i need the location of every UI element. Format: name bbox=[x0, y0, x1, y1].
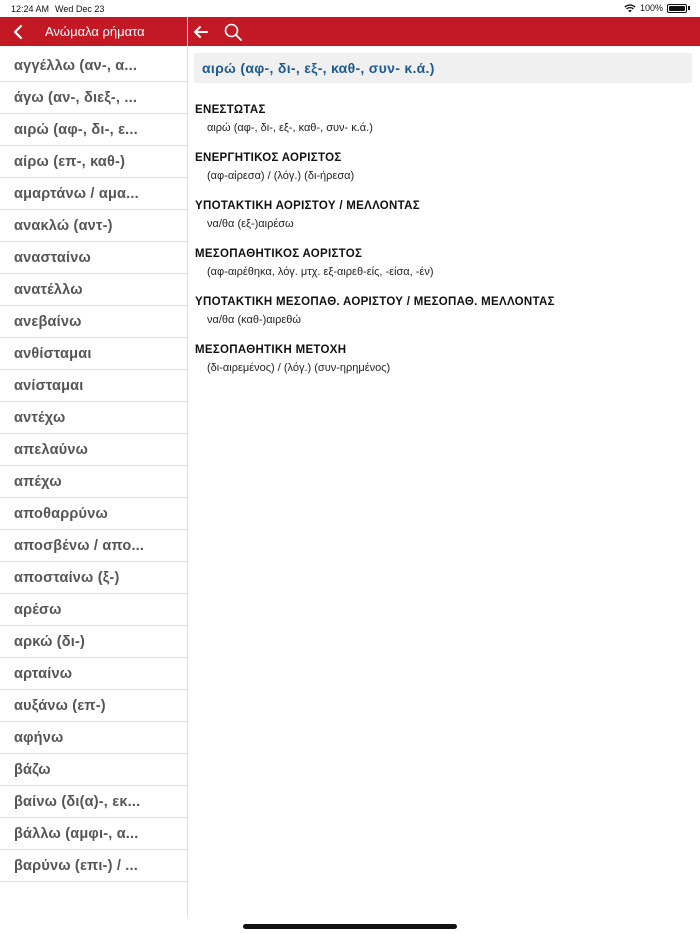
list-item[interactable]: αφήνω bbox=[0, 722, 187, 754]
pane-divider bbox=[187, 17, 188, 917]
home-indicator[interactable] bbox=[243, 924, 457, 929]
back-arrow-icon[interactable] bbox=[192, 23, 210, 41]
section-value: να/θα (εξ-)αιρέσω bbox=[207, 218, 294, 230]
list-item[interactable]: βαίνω (δι(α)-, εκ... bbox=[0, 786, 187, 818]
back-arrow-icon[interactable] bbox=[10, 23, 28, 41]
section-value: (δι-αιρεμένος) / (λόγ.) (συν-ηρημένος) bbox=[207, 362, 391, 374]
status-time: 12:24 AM bbox=[11, 4, 50, 14]
list-item[interactable]: ανασταίνω bbox=[0, 242, 187, 274]
list-item[interactable]: ανεβαίνω bbox=[0, 306, 187, 338]
section-value: αιρώ (αφ-, δι-, εξ-, καθ-, συν- κ.ά.) bbox=[207, 122, 373, 134]
list-item[interactable]: ανατέλλω bbox=[0, 274, 187, 306]
section-label: ΕΝΕΡΓΗΤΙΚΟΣ ΑΟΡΙΣΤΟΣ bbox=[195, 152, 342, 164]
verb-detail bbox=[194, 53, 692, 374]
conjugation-section bbox=[195, 344, 692, 374]
conjugation-section bbox=[195, 200, 692, 230]
battery-icon bbox=[667, 4, 687, 13]
top-nav-bar bbox=[0, 17, 700, 46]
list-item[interactable]: αποθαρρύνω bbox=[0, 498, 187, 530]
list-item[interactable]: αρέσω bbox=[0, 594, 187, 626]
list-item[interactable]: αποσβένω / απο... bbox=[0, 530, 187, 562]
wifi-icon bbox=[624, 4, 636, 13]
verb-title: αιρώ (αφ-, δι-, εξ-, καθ-, συν- κ.ά.) bbox=[194, 53, 692, 83]
list-item[interactable]: ανθίσταμαι bbox=[0, 338, 187, 370]
list-item[interactable]: αυξάνω (επ-) bbox=[0, 690, 187, 722]
section-label: ΥΠΟΤΑΚΤΙΚΗ ΜΕΣΟΠΑΘ. ΑΟΡΙΣΤΟΥ / ΜΕΣΟΠΑΘ. ΜΕΛΛΟΝΤΑΣ bbox=[195, 296, 555, 308]
status-right bbox=[624, 3, 690, 13]
nav-title: Ανώμαλα ρήματα bbox=[45, 24, 145, 39]
search-icon[interactable] bbox=[223, 22, 243, 42]
list-item[interactable]: βάζω bbox=[0, 754, 187, 786]
section-label: ΜΕΣΟΠΑΘΗΤΙΚΗ ΜΕΤΟΧΗ bbox=[195, 344, 347, 356]
status-date: Wed Dec 23 bbox=[55, 4, 105, 14]
list-item[interactable]: αιρώ (αφ-, δι-, ε... bbox=[0, 114, 187, 146]
list-item[interactable]: απελαύνω bbox=[0, 434, 187, 466]
list-item[interactable]: αρκώ (δι-) bbox=[0, 626, 187, 658]
list-item[interactable]: αρταίνω bbox=[0, 658, 187, 690]
section-label: ΜΕΣΟΠΑΘΗΤΙΚΟΣ ΑΟΡΙΣΤΟΣ bbox=[195, 248, 363, 260]
list-item[interactable]: βάλλω (αμφι-, α... bbox=[0, 818, 187, 850]
list-item[interactable]: αγγέλλω (αν-, α... bbox=[0, 50, 187, 82]
list-item[interactable]: άγω (αν-, διεξ-, ... bbox=[0, 82, 187, 114]
status-bar bbox=[0, 0, 700, 16]
list-item[interactable]: απέχω bbox=[0, 466, 187, 498]
list-item[interactable]: αίρω (επ-, καθ-) bbox=[0, 146, 187, 178]
list-item[interactable]: ανακλώ (αντ-) bbox=[0, 210, 187, 242]
section-value: να/θα (καθ-)αιρεθώ bbox=[207, 314, 301, 326]
section-label: ΥΠΟΤΑΚΤΙΚΗ ΑΟΡΙΣΤΟΥ / ΜΕΛΛΟΝΤΑΣ bbox=[195, 200, 420, 212]
list-item[interactable]: αντέχω bbox=[0, 402, 187, 434]
section-value: (αφ-αιρέθηκα, λόγ. μτχ. εξ-αιρεθ-είς, -είσα, -έν) bbox=[207, 266, 434, 278]
verb-list bbox=[0, 50, 187, 882]
list-item[interactable]: βαρύνω (επι-) / ... bbox=[0, 850, 187, 882]
conjugation-section bbox=[195, 104, 692, 134]
list-item[interactable]: ανίσταμαι bbox=[0, 370, 187, 402]
conjugation-section bbox=[195, 152, 692, 182]
section-value: (αφ-αίρεσα) / (λόγ.) (δι-ήρεσα) bbox=[207, 170, 355, 182]
conjugation-section bbox=[195, 248, 692, 278]
section-label: ΕΝΕΣΤΩΤΑΣ bbox=[195, 104, 266, 116]
list-item[interactable]: αμαρτάνω / αμα... bbox=[0, 178, 187, 210]
list-item[interactable]: αποσταίνω (ξ-) bbox=[0, 562, 187, 594]
battery-percent: 100% bbox=[639, 3, 663, 13]
conjugation-section bbox=[195, 296, 692, 326]
